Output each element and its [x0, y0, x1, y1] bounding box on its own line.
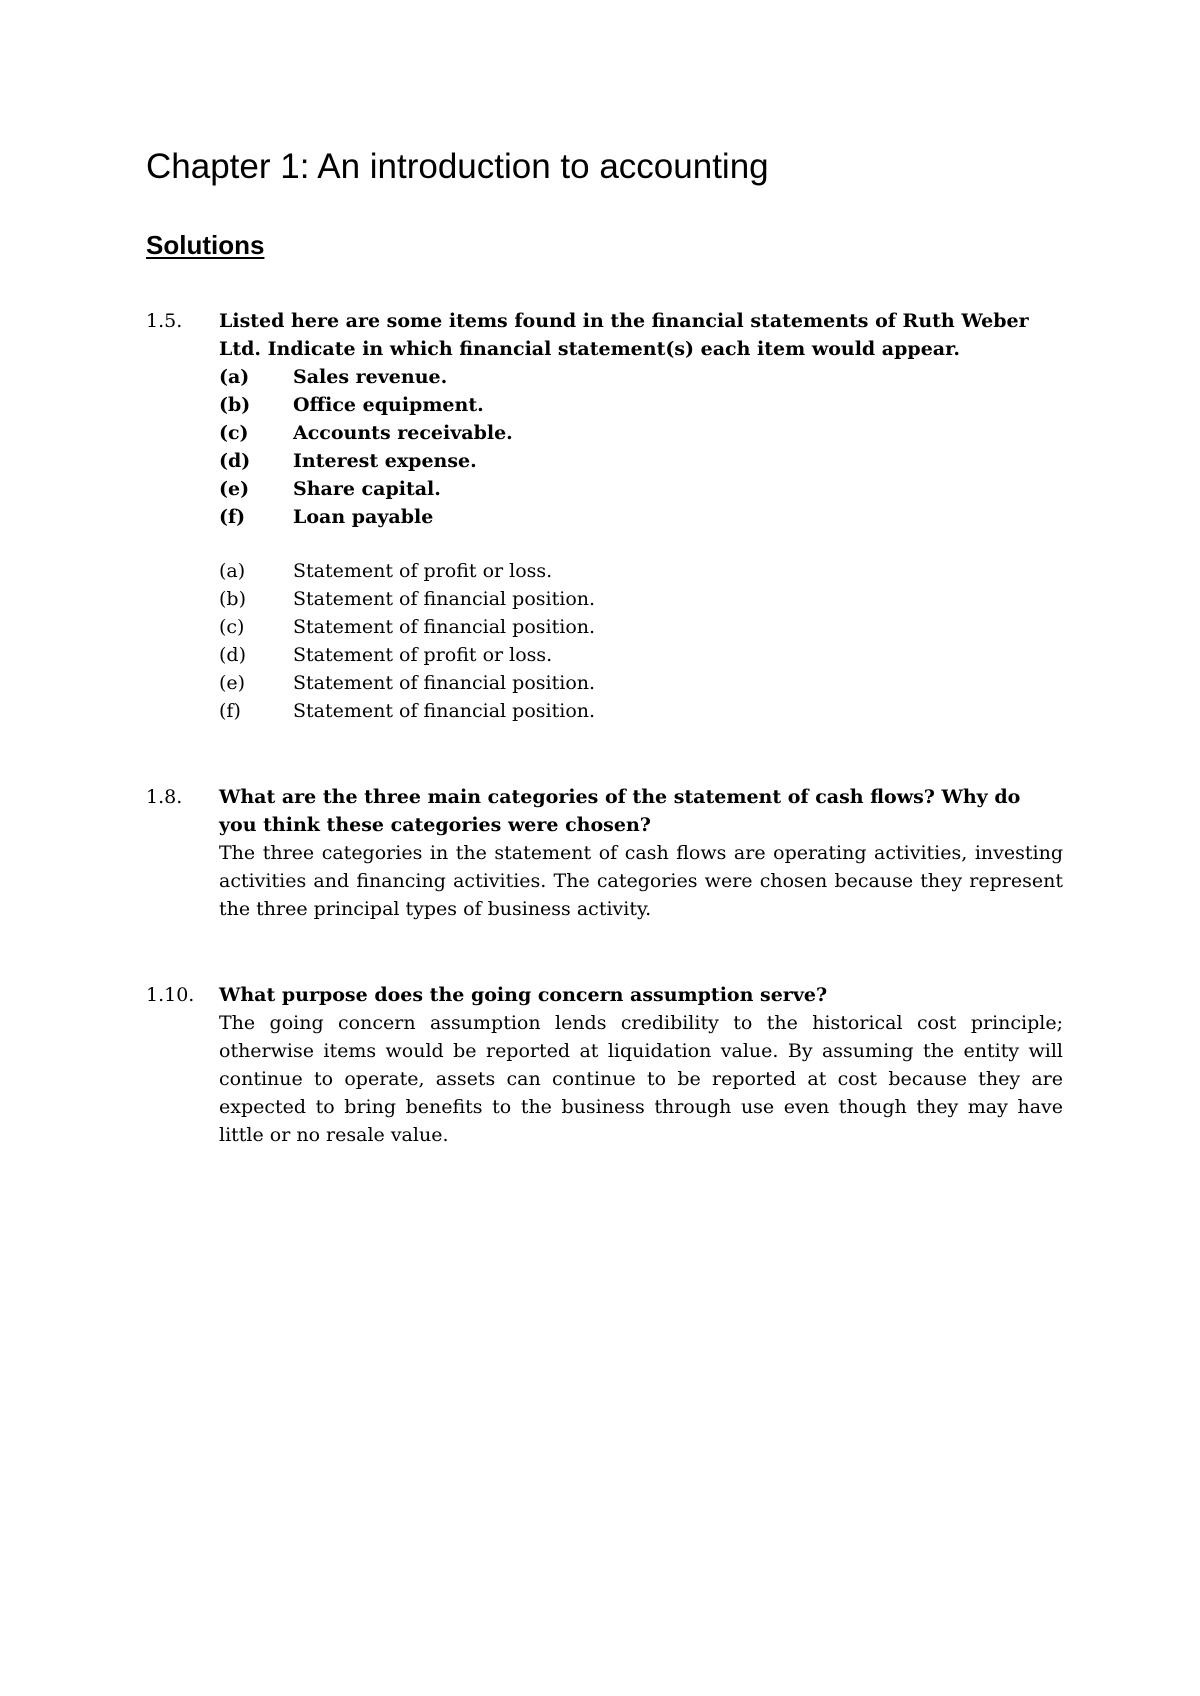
- chapter-title: Chapter 1: An introduction to accounting: [146, 147, 769, 186]
- section-title: Solutions: [146, 230, 265, 260]
- answer-label: (d): [219, 644, 246, 666]
- question-1-5: [219, 307, 1063, 725]
- list-item: [219, 447, 1063, 475]
- answer-text: Statement of profit or loss.: [293, 644, 553, 666]
- question-1-8: [219, 783, 1063, 923]
- list-item: [219, 697, 1063, 725]
- item-text: Accounts receivable.: [293, 422, 513, 444]
- list-item: [219, 585, 1063, 613]
- answer-1-10-text: The going concern assumption lends credibility to the historical cost principle; otherwise items would be reported at liquidation value. By assuming the entity will continue to operate, assets can continue to be reported at cost because they are expected to bring benefits to the business through use even though they may have little or no resale value.: [219, 1012, 1063, 1146]
- item-text: Loan payable: [293, 506, 434, 528]
- answer-label: (a): [219, 560, 246, 582]
- item-label: (a): [219, 366, 250, 388]
- question-number-1-5: 1.5.: [146, 310, 183, 332]
- list-item: [219, 641, 1063, 669]
- answer-text: Statement of profit or loss.: [293, 560, 553, 582]
- question-number-1-10: 1.10.: [146, 984, 195, 1006]
- item-label: (f): [219, 506, 246, 528]
- list-item: [219, 669, 1063, 697]
- answer-1-8-text: The three categories in the statement of cash flows are operating activities, investing activities and financing activities. The categories were chosen because they represent the three principal types of business activity.: [219, 842, 1063, 920]
- list-item: [219, 363, 1063, 391]
- answer-label: (b): [219, 588, 246, 610]
- question-1-10-text: What purpose does the going concern assumption serve?: [219, 984, 828, 1006]
- question-number-1-8: 1.8.: [146, 786, 183, 808]
- answer-text: Statement of financial position.: [293, 616, 596, 638]
- list-item: [219, 557, 1063, 585]
- item-list: [219, 363, 1063, 531]
- question-1-8-text: What are the three main categories of the statement of cash flows? Why do you think these categories were chosen?: [219, 786, 1021, 836]
- item-label: (b): [219, 394, 251, 416]
- item-text: Office equipment.: [293, 394, 484, 416]
- item-label: (d): [219, 450, 251, 472]
- question-1-10: [219, 981, 1063, 1149]
- answer-label: (e): [219, 672, 246, 694]
- list-item: [219, 391, 1063, 419]
- item-label: (c): [219, 422, 249, 444]
- list-item: [219, 419, 1063, 447]
- answer-text: Statement of financial position.: [293, 700, 596, 722]
- answer-label: (f): [219, 700, 241, 722]
- list-item: [219, 475, 1063, 503]
- item-text: Sales revenue.: [293, 366, 448, 388]
- item-text: Interest expense.: [293, 450, 477, 472]
- answer-list: [219, 557, 1063, 725]
- answer-text: Statement of financial position.: [293, 588, 596, 610]
- item-label: (e): [219, 478, 250, 500]
- item-text: Share capital.: [293, 478, 441, 500]
- answer-text: Statement of financial position.: [293, 672, 596, 694]
- question-1-5-text: Listed here are some items found in the financial statements of Ruth Weber Ltd. Indicate in which financial statement(s) each item would appear.: [219, 310, 1029, 360]
- answer-label: (c): [219, 616, 245, 638]
- list-item: [219, 503, 1063, 531]
- list-item: [219, 613, 1063, 641]
